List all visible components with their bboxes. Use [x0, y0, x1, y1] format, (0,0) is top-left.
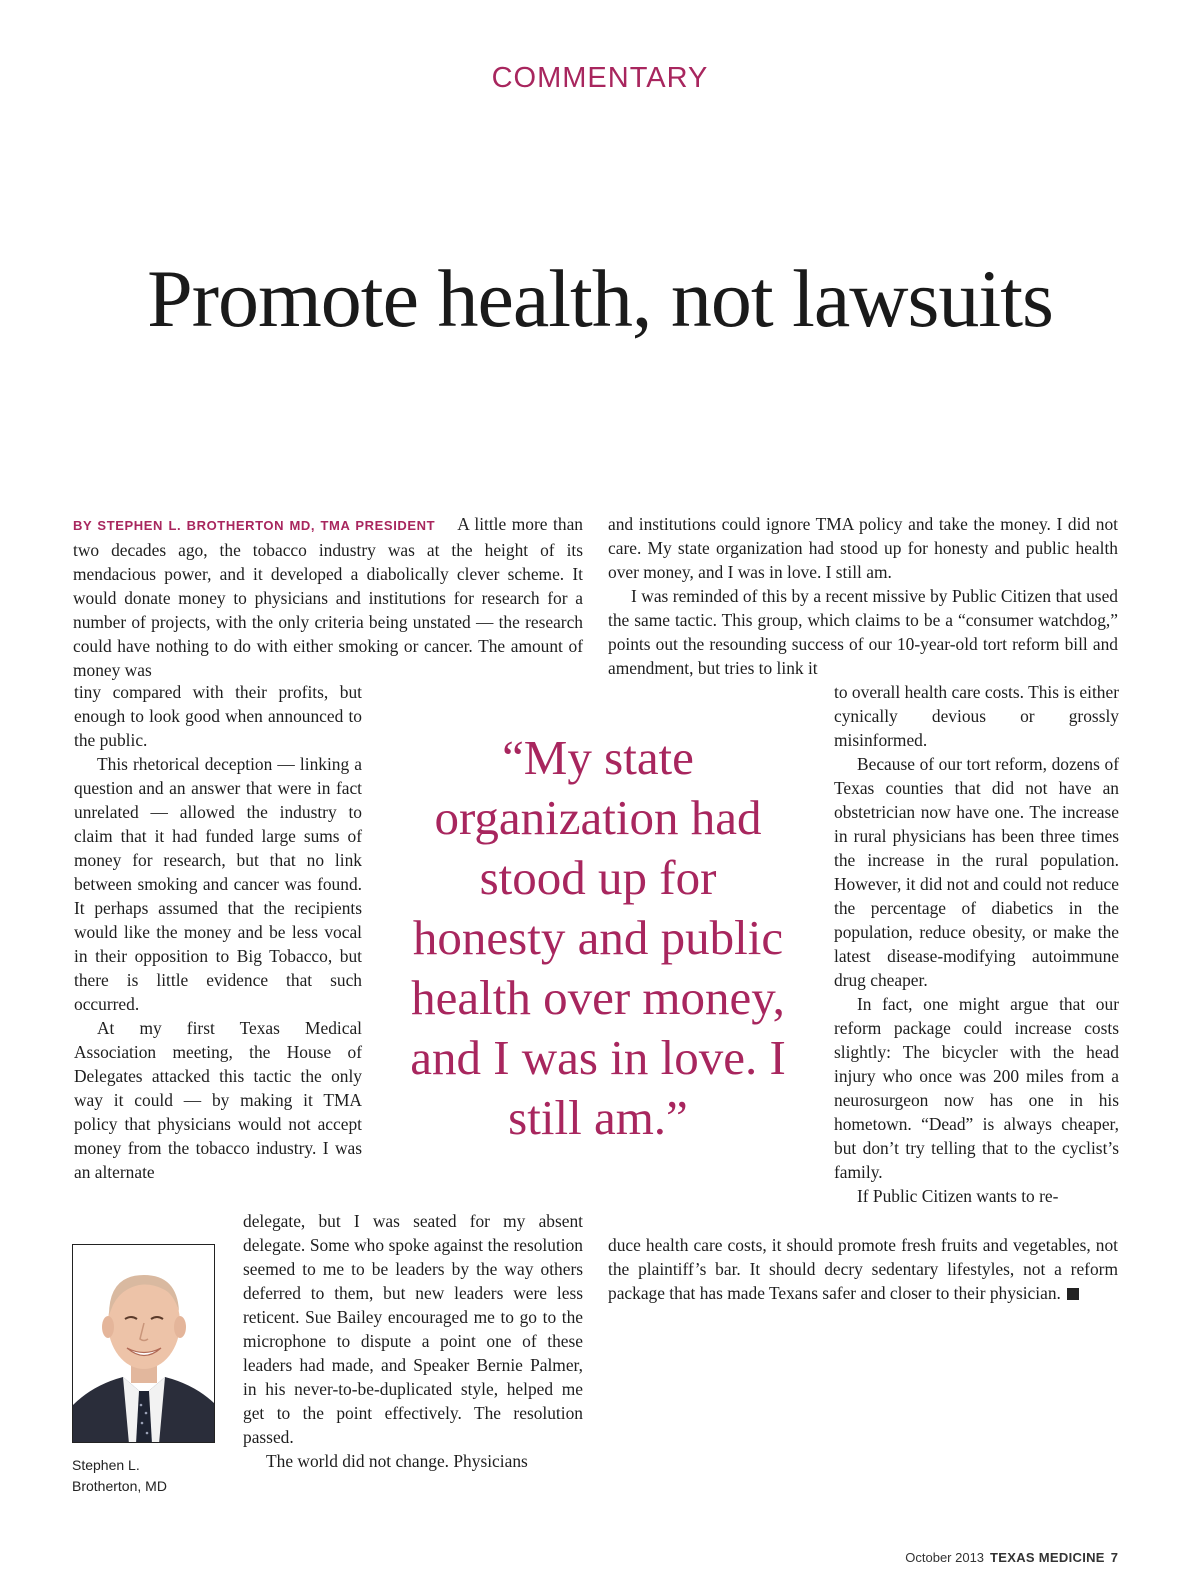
article-paragraph: Because of our tort reform, dozens of Texas counties that did not have an obstetrician now have one. The increase in rural physicians has been three times the increase in the rural population. However, it did not and could not reduce the percentage of diabetics in the population, reduce obesity, or make the latest disease-modifying autoimmune drug cheaper. [834, 754, 1119, 990]
article-paragraph: A little more than two decades ago, the tobacco industry was at the height of its mendacious power, and it developed a diabolically clever scheme. It would donate money to physicians and institutions for research for a number of projects, with the only criteria being unstated — the research could have nothing to do with either smoking or cancer. The amount of money was [73, 514, 583, 680]
section-label: COMMENTARY [491, 62, 709, 94]
footer-magazine: TEXAS MEDICINE [990, 1550, 1105, 1565]
author-photo [72, 1244, 215, 1443]
article-paragraph: At my first Texas Medical Association meeting, the House of Delegates attacked this tactic the only way it could — by making it TMA policy that physicians would not accept money from the tobacco industry. I was an alternate [74, 1018, 362, 1182]
article-col2-bottom [608, 1233, 1118, 1305]
article-paragraph: tiny compared with their profits, but enough to look good when announced to the public. [74, 682, 362, 750]
byline: BY STEPHEN L. BROTHERTON MD, TMA PRESIDENT [73, 518, 436, 533]
article-paragraph: and institutions could ignore TMA policy and take the money. I did not care. My state organization had stood up for honesty and public health over money, and I was in love. I still am. [608, 514, 1118, 582]
photo-caption-line: Brotherton, MD [72, 1478, 167, 1494]
article-paragraph: I was reminded of this by a recent missive by Public Citizen that used the same tactic. This group, which claims to be a “consumer watchdog,” points out the resounding success of our 10-year-old tort reform bill and amendment, but tries to link it [608, 586, 1118, 678]
pull-quote: “My state organization had stood up for honesty and public health over money, and I was in love. I still am.” [410, 730, 786, 1145]
photo-caption [72, 1455, 222, 1497]
page-number: 7 [1110, 1550, 1118, 1565]
photo-caption-line: Stephen L. [72, 1457, 140, 1473]
article-col1-top [73, 512, 583, 682]
article-col3-mid [834, 680, 1119, 1208]
footer-date: October 2013 [905, 1550, 985, 1565]
article-paragraph: delegate, but I was seated for my absent delegate. Some who spoke against the resolution seemed to me to be leaders by the way others deferred to them, but new leaders were less reticent. Sue Bailey encouraged me to go to the microphone to dispute a point one of these leaders had made, and Speaker Bernie Palmer, in his never-to-be-duplicated style, helped me get to the point effectively. The resolution passed. [243, 1211, 583, 1447]
article-col1-mid [74, 680, 362, 1184]
article-col1-bottom [243, 1209, 583, 1473]
article-paragraph: to overall health care costs. This is either cynically devious or grossly misinformed. [834, 682, 1119, 750]
page-footer [905, 1550, 1118, 1565]
article-paragraph: The world did not change. Physicians [266, 1451, 528, 1471]
article-paragraph: In fact, one might argue that our reform package could increase costs slightly: The bicycler with the head injury who once was 200 miles from a neurosurgeon now has one in his hometown. “Dead” is always cheaper, but don’t try telling that to the cyclist’s family. [834, 994, 1119, 1182]
headline: Promote health, not lawsuits [147, 253, 1053, 344]
end-square-icon [1067, 1288, 1079, 1300]
article-paragraph: If Public Citizen wants to re- [857, 1186, 1059, 1206]
article-col2-top [608, 512, 1118, 680]
article-paragraph: This rhetorical deception — linking a question and an answer that were in fact unrelated — allowed the industry to claim that it had funded large sums of money for research, but that no link between smoking and cancer was found. It perhaps assumed that the recipients would like the money and be less vocal in their opposition to Big Tobacco, but there is little evidence that such occurred. [74, 754, 362, 1014]
article-paragraph: duce health care costs, it should promote fresh fruits and vegetables, not the plaintiff’s bar. It should decry sedentary lifestyles, not a reform package that has made Texans safer and closer to their physician. [608, 1235, 1118, 1303]
author-portrait-icon [73, 1245, 215, 1443]
